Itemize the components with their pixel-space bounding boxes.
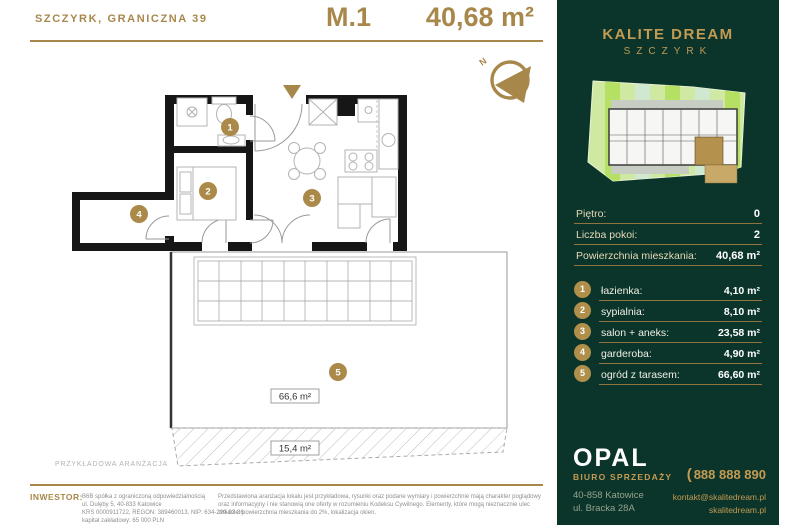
info-panel: [557, 0, 779, 525]
phone-icon: (: [686, 466, 692, 483]
unit-details: [574, 203, 762, 266]
room-area: 8,10 m²: [723, 306, 760, 318]
room-number-badge: 4: [574, 344, 591, 361]
terrace-area-label: 66,6 m²: [278, 391, 312, 403]
phone-number: 888 888 890: [693, 467, 766, 482]
investor-line: ul. Dulęby 5, 40-833 Katowice: [82, 502, 162, 508]
investor-line: B6B spółka z ograniczoną odpowiedzialnością: [82, 494, 206, 500]
legal-disclaimer: Przedstawiona aranżacja lokalu jest przykładowa, rysunki oraz podane wymiary i powierzchnie mają charakter poglądowy oraz informacyjny i nie stanowią one oferty w rozumieniu Kodeksu Cywilnego. Elementy, które mogą nieznacznie ulec zmianie: powierzchnia mieszkania do 2%, lokalizacja okien.: [218, 494, 541, 516]
detail-value: 40,68 m²: [715, 250, 760, 262]
detail-row-floor: [574, 203, 762, 224]
unit-number: M.1: [326, 2, 372, 32]
room-label: sypialnia:: [601, 306, 645, 318]
detail-label: Piętro:: [576, 208, 607, 220]
compass-north-label: N: [477, 55, 489, 68]
room-list: [574, 281, 762, 385]
office-address-line2: ul. Bracka 28A: [573, 503, 635, 514]
marker-5: 5: [335, 367, 341, 379]
office-logo: OPAL: [573, 444, 649, 472]
room-area: 66,60 m²: [717, 369, 760, 381]
marker-2: 2: [205, 186, 211, 198]
marker-1: 1: [227, 122, 233, 134]
arrangement-note: PRZYKŁADOWA ARANŻACJA: [55, 461, 169, 468]
room-number-badge: 5: [574, 365, 591, 382]
highlighted-unit: [695, 137, 723, 165]
furniture: [177, 97, 398, 228]
sales-office: [573, 446, 766, 515]
terrace-garden: [171, 252, 507, 466]
room-area: 23,58 m²: [717, 327, 760, 339]
floor-plan: [0, 42, 545, 482]
room-number-badge: 1: [574, 281, 591, 298]
room-row-bathroom: [574, 281, 762, 301]
detail-label: Powierzchnia mieszkania:: [576, 250, 697, 262]
footer-divider: [30, 484, 543, 486]
room-label: łazienka:: [601, 285, 643, 297]
investor-line: KRS 0000911722, REGON: 389460013, NIP: 634-299-92-86: [82, 510, 244, 516]
office-contact: [673, 466, 766, 515]
room-label: salon + aneks:: [601, 327, 670, 339]
room-label: garderoba:: [601, 348, 652, 360]
room-area: 4,90 m²: [723, 348, 760, 360]
room-label: ogród z tarasem:: [601, 369, 680, 381]
strip-area-label: 15,4 m²: [278, 443, 312, 455]
room-row-garden: [574, 365, 762, 385]
site-plan: [573, 69, 763, 193]
office-identity: [573, 446, 672, 515]
room-area: 4,10 m²: [723, 285, 760, 297]
office-address-line1: 40-858 Katowice: [573, 490, 644, 501]
room-number-badge: 3: [574, 323, 591, 340]
website-link[interactable]: skalitedream.pl: [708, 505, 766, 515]
room-row-wardrobe: [574, 344, 762, 364]
marker-4: 4: [136, 209, 142, 221]
brand-city: SZCZYRK: [623, 46, 713, 57]
room-number-badge: 2: [574, 302, 591, 319]
brand-logo: [557, 0, 779, 57]
compass-icon: [477, 56, 531, 103]
email-link[interactable]: kontakt@skalitedream.pl: [672, 492, 766, 502]
marker-3: 3: [309, 193, 315, 205]
phone-link[interactable]: [673, 466, 766, 483]
entrance-arrow-icon: [283, 85, 301, 99]
room-row-livingroom: [574, 323, 762, 343]
detail-value: 2: [753, 229, 760, 241]
office-subtitle: BIURO SPRZEDAŻY: [573, 472, 673, 482]
investor-label: INWESTOR:: [30, 492, 83, 502]
highlighted-garden: [705, 165, 737, 183]
detail-value: 0: [753, 208, 760, 220]
brand-name: KALITE DREAM: [602, 26, 734, 43]
unit-area: 40,68 m²: [425, 2, 534, 32]
location-title: SZCZYRK, GRANICZNA 39: [35, 13, 208, 25]
room-row-bedroom: [574, 302, 762, 322]
detail-label: Liczba pokoi:: [576, 229, 638, 241]
detail-row-area: [574, 245, 762, 266]
detail-row-rooms: [574, 224, 762, 245]
investor-line: kapitał zakładowy: 65 000 PLN: [82, 518, 165, 524]
